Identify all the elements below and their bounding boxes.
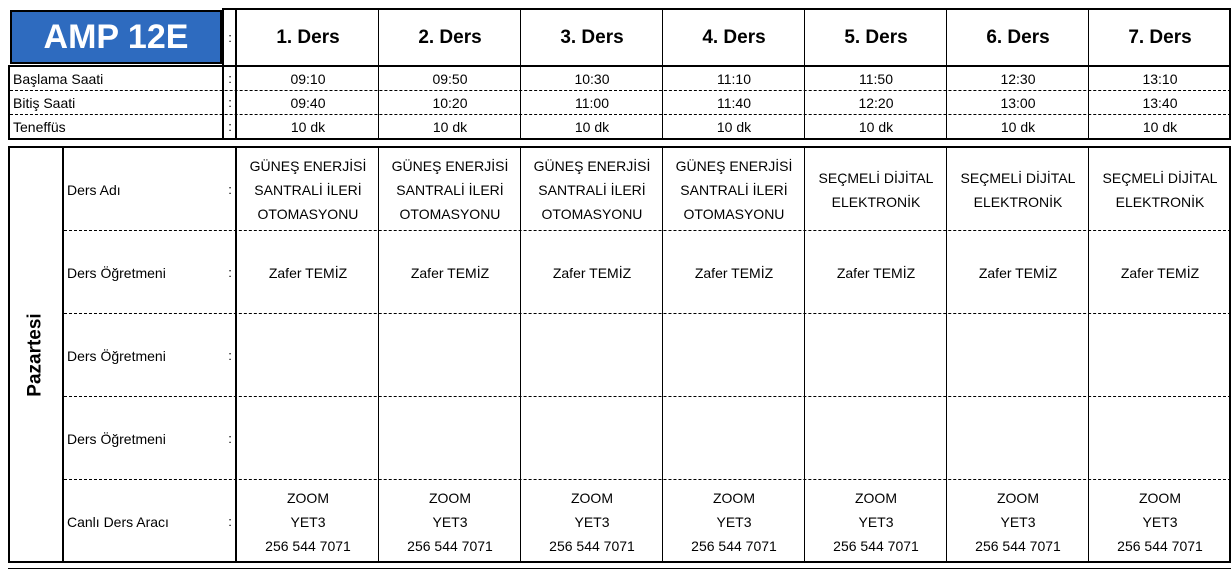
course-name-cell — [663, 148, 805, 231]
live-tool-cell-line: 256 544 7071 — [691, 537, 777, 554]
break-cell: 10 dk — [1142, 118, 1178, 135]
course-name-cell-line: OTOMASYONU — [399, 205, 501, 222]
live-tool-cell-lines — [265, 486, 351, 558]
lesson-header: 1. Ders — [276, 27, 340, 48]
grid-line — [8, 138, 1231, 140]
grid-line — [64, 396, 1231, 397]
lesson-header: 3. Ders — [560, 27, 624, 48]
live-tool-cell — [947, 480, 1089, 563]
grid-line — [520, 8, 521, 140]
course-name-cell — [947, 148, 1089, 231]
live-tool-cell — [1089, 480, 1231, 563]
course-name-cell-lines — [534, 154, 651, 226]
break-cell: 10 dk — [432, 118, 468, 135]
teacher-cell-empty — [663, 314, 805, 397]
course-name-cell-line: OTOMASYONU — [683, 205, 785, 222]
grid-line — [378, 8, 379, 140]
course-name-cell-line: SANTRALİ İLERİ — [396, 181, 504, 198]
start-time-cell: 10:30 — [574, 70, 610, 87]
teacher-cell: Zafer TEMİZ — [978, 264, 1058, 281]
teacher-cell-empty — [1089, 397, 1231, 480]
course-name-cell-line: SANTRALİ İLERİ — [538, 181, 646, 198]
live-tool-cell-line: YET3 — [858, 513, 894, 530]
live-tool-cell — [521, 480, 663, 563]
row-label: Ders Öğretmeni — [67, 430, 166, 447]
course-name-cell-line: ELEKTRONİK — [973, 193, 1063, 210]
teacher-cell-empty — [805, 397, 947, 480]
end-time-cell: 13:00 — [1000, 94, 1036, 111]
row-label: Ders Öğretmeni — [67, 264, 166, 281]
course-name-cell — [379, 148, 521, 231]
course-name-cell-line: GÜNEŞ ENERJİSİ — [675, 157, 793, 174]
grid-line — [235, 146, 237, 563]
teacher-cell-empty — [947, 397, 1089, 480]
grid-line — [1088, 146, 1089, 563]
grid-line — [1088, 8, 1089, 140]
teacher-cell-empty — [237, 314, 379, 397]
course-name-cell-lines — [1103, 166, 1218, 214]
course-name-cell-line: GÜNEŞ ENERJİSİ — [249, 157, 367, 174]
live-tool-cell-lines — [549, 486, 635, 558]
grid-line — [64, 230, 1231, 231]
course-name-cell-lines — [819, 166, 934, 214]
course-name-cell-line: SANTRALİ İLERİ — [254, 181, 362, 198]
teacher-cell: Zafer TEMİZ — [268, 264, 348, 281]
live-tool-cell-line: ZOOM — [712, 489, 755, 506]
break-cell: 10 dk — [716, 118, 752, 135]
course-name-cell — [237, 148, 379, 231]
course-name-cell-line: ELEKTRONİK — [831, 193, 921, 210]
break-label: Teneffüs — [13, 118, 66, 135]
course-name-cell-lines — [392, 154, 509, 226]
colon-separator: : — [228, 431, 232, 446]
grid-line — [8, 65, 1231, 67]
break-cell: 10 dk — [1000, 118, 1036, 135]
live-tool-cell-line: ZOOM — [854, 489, 897, 506]
course-name-cell — [1089, 148, 1231, 231]
live-tool-cell-line: ZOOM — [1138, 489, 1181, 506]
live-tool-cell-line: 256 544 7071 — [833, 537, 919, 554]
live-tool-cell-line: YET3 — [432, 513, 468, 530]
course-name-cell-line: SEÇMELİ DİJİTAL — [1102, 169, 1218, 186]
grid-line — [222, 8, 224, 140]
break-cell: 10 dk — [574, 118, 610, 135]
grid-line — [10, 114, 1231, 115]
lesson-header: 7. Ders — [1128, 27, 1192, 48]
lesson-header: 2. Ders — [418, 27, 482, 48]
live-tool-cell-line: ZOOM — [286, 489, 329, 506]
grid-line — [662, 8, 663, 140]
course-name-cell-line: OTOMASYONU — [541, 205, 643, 222]
live-tool-cell-line: YET3 — [716, 513, 752, 530]
break-cell: 10 dk — [290, 118, 326, 135]
course-name-cell — [805, 148, 947, 231]
course-name-cell-line: SEÇMELİ DİJİTAL — [960, 169, 1076, 186]
live-tool-cell — [237, 480, 379, 563]
end-time-label: Bitiş Saati — [13, 94, 76, 111]
grid-line — [235, 8, 237, 140]
start-time-cell: 11:10 — [717, 70, 751, 87]
grid-line — [378, 146, 379, 563]
lesson-header: 5. Ders — [844, 27, 908, 48]
end-time-cell: 12:20 — [858, 94, 894, 111]
live-tool-cell-lines — [407, 486, 493, 558]
colon-separator: : — [228, 95, 232, 110]
live-tool-cell-lines — [833, 486, 919, 558]
lesson-header: 4. Ders — [702, 27, 766, 48]
course-name-cell — [521, 148, 663, 231]
teacher-cell-empty — [947, 314, 1089, 397]
teacher-cell: Zafer TEMİZ — [694, 264, 774, 281]
row-label: Ders Adı — [67, 181, 121, 198]
colon-separator: : — [228, 514, 232, 529]
grid-line — [8, 146, 10, 563]
teacher-cell: Zafer TEMİZ — [552, 264, 632, 281]
teacher-cell-empty — [805, 314, 947, 397]
live-tool-cell-line: ZOOM — [428, 489, 471, 506]
live-tool-cell-line: 256 544 7071 — [975, 537, 1061, 554]
live-tool-cell-line: YET3 — [290, 513, 326, 530]
course-name-cell-line: GÜNEŞ ENERJİSİ — [391, 157, 509, 174]
live-tool-cell-line: 256 544 7071 — [407, 537, 493, 554]
end-time-cell: 10:20 — [432, 94, 468, 111]
course-name-cell-lines — [961, 166, 1076, 214]
grid-line — [8, 146, 1231, 148]
teacher-cell-empty — [521, 314, 663, 397]
class-title: AMP 12E — [10, 10, 222, 64]
teacher-cell-empty — [521, 397, 663, 480]
grid-line — [222, 8, 1231, 10]
grid-line — [10, 90, 1231, 91]
grid-line — [62, 146, 64, 563]
live-tool-cell-lines — [1117, 486, 1203, 558]
grid-line — [8, 65, 10, 140]
live-tool-cell — [805, 480, 947, 563]
teacher-cell-empty — [663, 397, 805, 480]
live-tool-cell — [379, 480, 521, 563]
colon-separator: : — [228, 265, 232, 280]
live-tool-cell — [663, 480, 805, 563]
live-tool-cell-line: YET3 — [1142, 513, 1178, 530]
grid-line — [8, 561, 1231, 563]
teacher-cell: Zafer TEMİZ — [410, 264, 490, 281]
teacher-cell: Zafer TEMİZ — [1120, 264, 1200, 281]
end-time-cell: 11:40 — [717, 94, 751, 111]
grid-line — [946, 8, 947, 140]
break-cell: 10 dk — [858, 118, 894, 135]
lesson-header: 6. Ders — [986, 27, 1050, 48]
end-time-cell: 09:40 — [290, 94, 326, 111]
start-time-cell: 09:50 — [432, 70, 468, 87]
day-name-text: Pazartesi — [25, 313, 47, 397]
live-tool-cell-line: ZOOM — [996, 489, 1039, 506]
live-tool-cell-lines — [975, 486, 1061, 558]
grid-line — [804, 8, 805, 140]
start-time-cell: 12:30 — [1000, 70, 1036, 87]
course-name-cell-lines — [250, 154, 367, 226]
live-tool-cell-line: ZOOM — [570, 489, 613, 506]
live-tool-cell-line: 256 544 7071 — [1117, 537, 1203, 554]
colon-separator: : — [228, 30, 232, 45]
end-time-cell: 11:00 — [575, 94, 609, 111]
grid-line — [662, 146, 663, 563]
end-time-cell: 13:40 — [1142, 94, 1178, 111]
course-name-cell-lines — [676, 154, 793, 226]
live-tool-cell-line: 256 544 7071 — [265, 537, 351, 554]
teacher-cell-empty — [379, 397, 521, 480]
teacher-cell: Zafer TEMİZ — [836, 264, 916, 281]
colon-separator: : — [228, 182, 232, 197]
course-name-cell-line: ELEKTRONİK — [1115, 193, 1205, 210]
colon-separator: : — [228, 71, 232, 86]
start-time-label: Başlama Saati — [13, 70, 104, 87]
grid-line — [946, 146, 947, 563]
start-time-cell: 11:50 — [859, 70, 893, 87]
live-tool-cell-lines — [691, 486, 777, 558]
live-tool-cell-line: 256 544 7071 — [549, 537, 635, 554]
teacher-cell-empty — [237, 397, 379, 480]
colon-separator: : — [228, 348, 232, 363]
colon-separator: : — [228, 119, 232, 134]
teacher-cell-empty — [1089, 314, 1231, 397]
grid-line — [520, 146, 521, 563]
grid-line — [64, 479, 1231, 480]
row-label: Canlı Ders Aracı — [67, 513, 169, 530]
day-name — [10, 148, 62, 562]
course-name-cell-line: SANTRALİ İLERİ — [680, 181, 788, 198]
grid-line — [804, 146, 805, 563]
grid-line — [64, 313, 1231, 314]
row-label: Ders Öğretmeni — [67, 347, 166, 364]
start-time-cell: 13:10 — [1142, 70, 1178, 87]
course-name-cell-line: SEÇMELİ DİJİTAL — [818, 169, 934, 186]
course-name-cell-line: OTOMASYONU — [257, 205, 359, 222]
bottom-rule — [8, 568, 1231, 569]
start-time-cell: 09:10 — [290, 70, 326, 87]
teacher-cell-empty — [379, 314, 521, 397]
live-tool-cell-line: YET3 — [1000, 513, 1036, 530]
course-name-cell-line: GÜNEŞ ENERJİSİ — [533, 157, 651, 174]
live-tool-cell-line: YET3 — [574, 513, 610, 530]
